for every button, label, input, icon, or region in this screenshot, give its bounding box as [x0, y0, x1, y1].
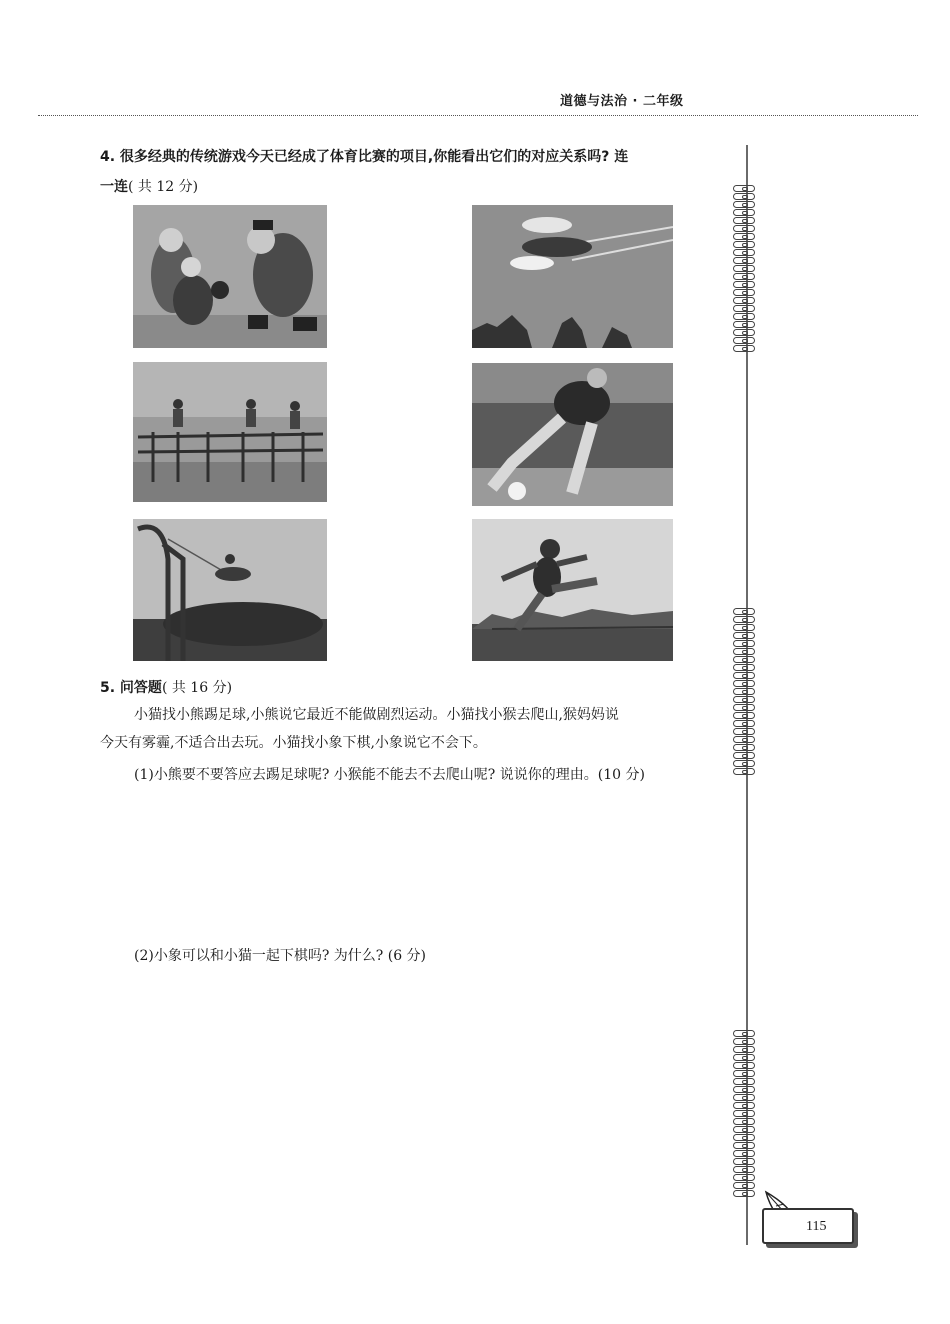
vintage-hurdle-race-illustration [133, 362, 327, 502]
page-number: 115 [806, 1219, 827, 1234]
header-title: 道德与法治 · 二年级 [560, 94, 684, 109]
spiral-rings-middle [733, 608, 759, 776]
q5-title-line [100, 677, 232, 697]
q4-line1: 4. 很多经典的传统游戏今天已经成了体育比赛的项目,你能看出它们的对应关系吗? 连 [100, 149, 629, 165]
q4-line2 [100, 176, 198, 196]
traditional-swing-image[interactable] [133, 519, 327, 661]
header-divider [38, 115, 918, 116]
vintage-hurdle-race-image[interactable] [133, 362, 327, 502]
q5-subquestion-2: (2)小象可以和小猫一起下棋吗? 为什么? (6 分) [134, 948, 427, 964]
q5-subquestion-1: (1)小熊要不要答应去踢足球呢? 小猴能不能去不去爬山呢? 说说你的理由。(10 分) [134, 767, 645, 783]
spiral-rings-bottom [733, 1030, 759, 1198]
ancient-ball-game-illustration [133, 205, 327, 348]
q4-points: ( 共 12 分) [128, 179, 199, 195]
rings-gymnastics-illustration [472, 205, 673, 348]
q5-title: 5. 问答题 [100, 680, 162, 696]
q5-paragraph-line2: 今天有雾霾,不适合出去玩。小猫找小象下棋,小象说它不会下。 [100, 735, 487, 751]
rings-gymnastics-image[interactable] [472, 205, 673, 348]
traditional-swing-illustration [133, 519, 327, 661]
q4-line2-prefix: 一连 [100, 179, 128, 195]
modern-football-illustration [472, 363, 673, 506]
spiral-rings-top [733, 185, 759, 353]
ancient-ball-game-image[interactable] [133, 205, 327, 348]
q5-paragraph-line1: 小猫找小熊踢足球,小熊说它最近不能做剧烈运动。小猫找小猴去爬山,猴妈妈说 [134, 707, 619, 723]
modern-football-image[interactable] [472, 363, 673, 506]
q5-points: ( 共 16 分) [161, 680, 233, 696]
modern-hurdles-image[interactable] [472, 519, 673, 661]
answer-area-2[interactable] [100, 980, 720, 1180]
answer-area-1[interactable] [100, 795, 720, 935]
modern-hurdles-illustration [472, 519, 673, 661]
